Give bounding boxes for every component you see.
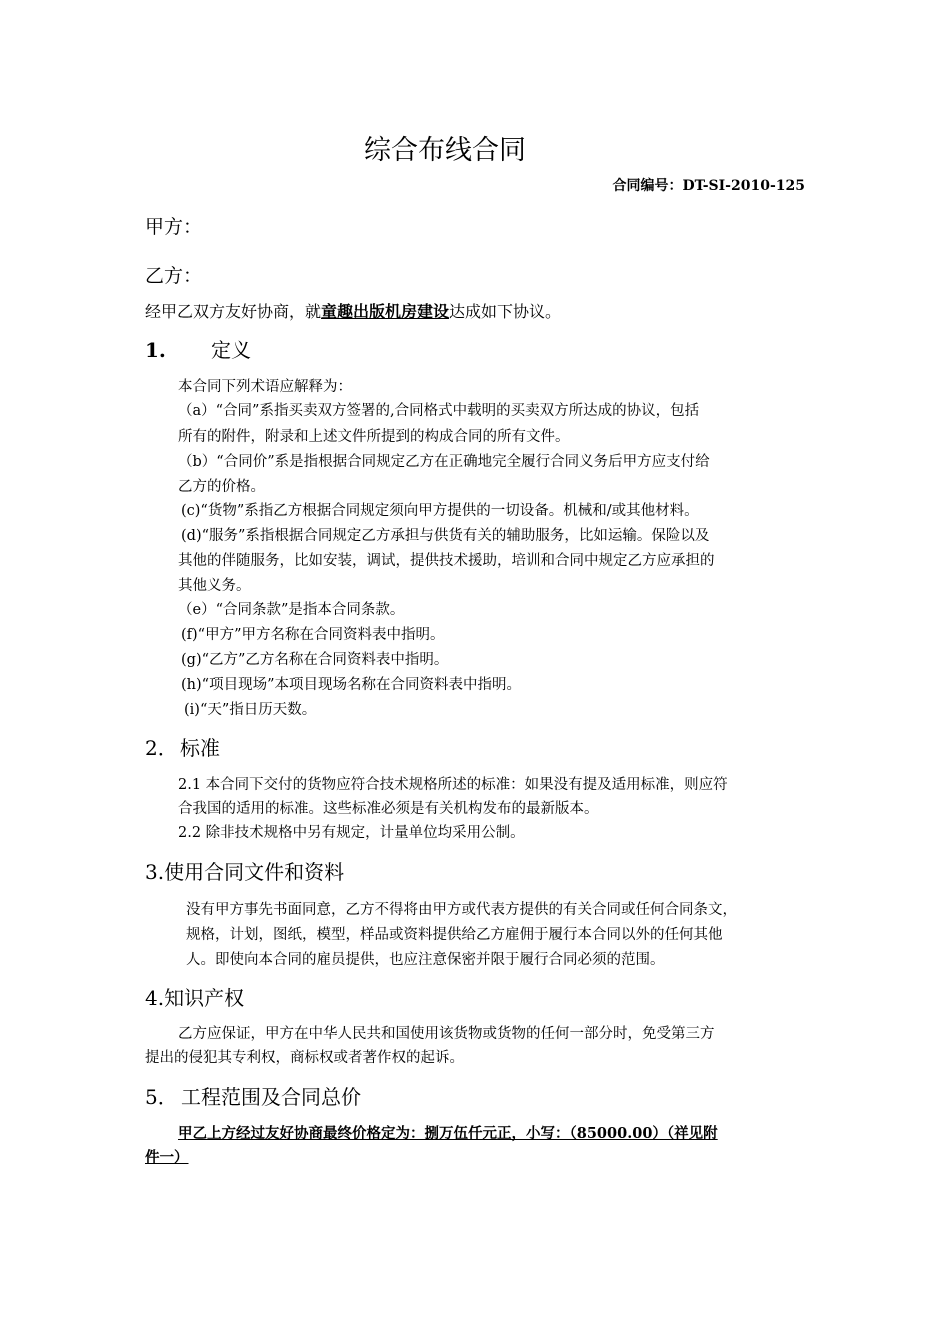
section-1-line: (f)“甲方”甲方名称在合同资料表中指明。 [181,627,445,643]
section-5-line: 甲乙上方经过友好协商最终价格定为：捌万伍仟元正，小写：（85000.00）（祥见附 [178,1125,718,1142]
section-number: 5． [145,1085,178,1109]
section-1-line: （e）“合同条款”是指本合同条款。 [178,602,405,618]
section-4-line: 提出的侵犯其专利权，商标权或者著作权的起诉。 [145,1050,464,1066]
party-b-label: 乙方： [145,265,203,287]
section-number: 3. [145,860,165,884]
section-1-line: 所有的附件，附录和上述文件所提到的构成合同的所有文件。 [178,429,570,445]
section-2-line: 2.2 除非技术规格中另有规定，计量单位均采用公制。 [178,825,525,841]
section-5-line: 件一） [145,1149,189,1166]
section-1-line: (i)“天”指日历天数。 [184,702,317,718]
section-2-line: 合我国的适用的标准。这些标准必须是有关机构发布的最新版本。 [178,801,599,817]
section-heading-3 [145,858,344,886]
section-title: 定义 [211,338,251,362]
section-1-line: (h)“项目现场”本项目现场名称在合同资料表中指明。 [181,677,521,693]
section-title: 标准 [180,736,220,760]
section-1-line: (g)“乙方”乙方名称在合同资料表中指明。 [181,652,449,668]
page-title: 综合布线合同 [364,135,526,166]
section-3-line: 规格，计划，图纸，模型，样品或资料提供给乙方雇佣于履行本合同以外的任何其他 [186,927,723,943]
party-a-label: 甲方： [145,216,203,238]
section-2-line: 2.1 本合同下交付的货物应符合技术规格所述的标准：如果没有提及适用标准，则应符 [178,777,728,793]
intro-after: 达成如下协议。 [449,302,562,321]
section-heading-5 [145,1083,361,1111]
section-1-line: 其他义务。 [178,578,251,594]
section-4-line: 乙方应保证，甲方在中华人民共和国使用该货物或货物的任何一部分时，免受第三方 [178,1026,715,1042]
section-title: 使用合同文件和资料 [164,860,345,884]
section-1-line: 乙方的价格。 [178,479,265,495]
section-number: 4. [145,986,165,1010]
section-number: 1. [145,338,166,362]
section-3-line: 没有甲方事先书面同意，乙方不得将由甲方或代表方提供的有关合同或任何合同条文， [186,902,737,918]
section-1-line: (c)“货物”系指乙方根据合同规定须向甲方提供的一切设备。机械和/或其他材料。 [181,503,699,519]
section-1-line: （b）“合同价”系是指根据合同规定乙方在正确地完全履行合同义务后甲方应支付给 [178,454,710,470]
section-heading-2 [145,734,220,762]
section-3-line: 人。即使向本合同的雇员提供，也应注意保密并限于履行合同必须的范围。 [186,952,665,968]
contract-number: 合同编号：DT-SI-2010-125 [612,178,805,194]
section-heading-4 [145,984,244,1012]
section-1-line: （a）“合同”系指买卖双方签署的,合同格式中载明的买卖双方所达成的协议，包括 [178,403,700,419]
section-1-line: 其他的伴随服务，比如安装，调试，提供技术援助，培训和合同中规定乙方应承担的 [178,553,715,569]
section-number: 2． [145,736,178,760]
section-title: 工程范围及合同总价 [181,1085,361,1109]
intro-paragraph [145,300,561,324]
section-heading-1 [145,336,251,364]
section-1-line: (d)“服务”系指根据合同规定乙方承担与供货有关的辅助服务，比如运输。保险以及 [181,528,710,544]
section-1-line: 本合同下列术语应解释为： [178,379,352,395]
section-title: 知识产权 [164,986,245,1010]
intro-before: 经甲乙双方友好协商，就 [145,302,322,321]
project-name: 童趣出版机房建设 [321,302,450,321]
